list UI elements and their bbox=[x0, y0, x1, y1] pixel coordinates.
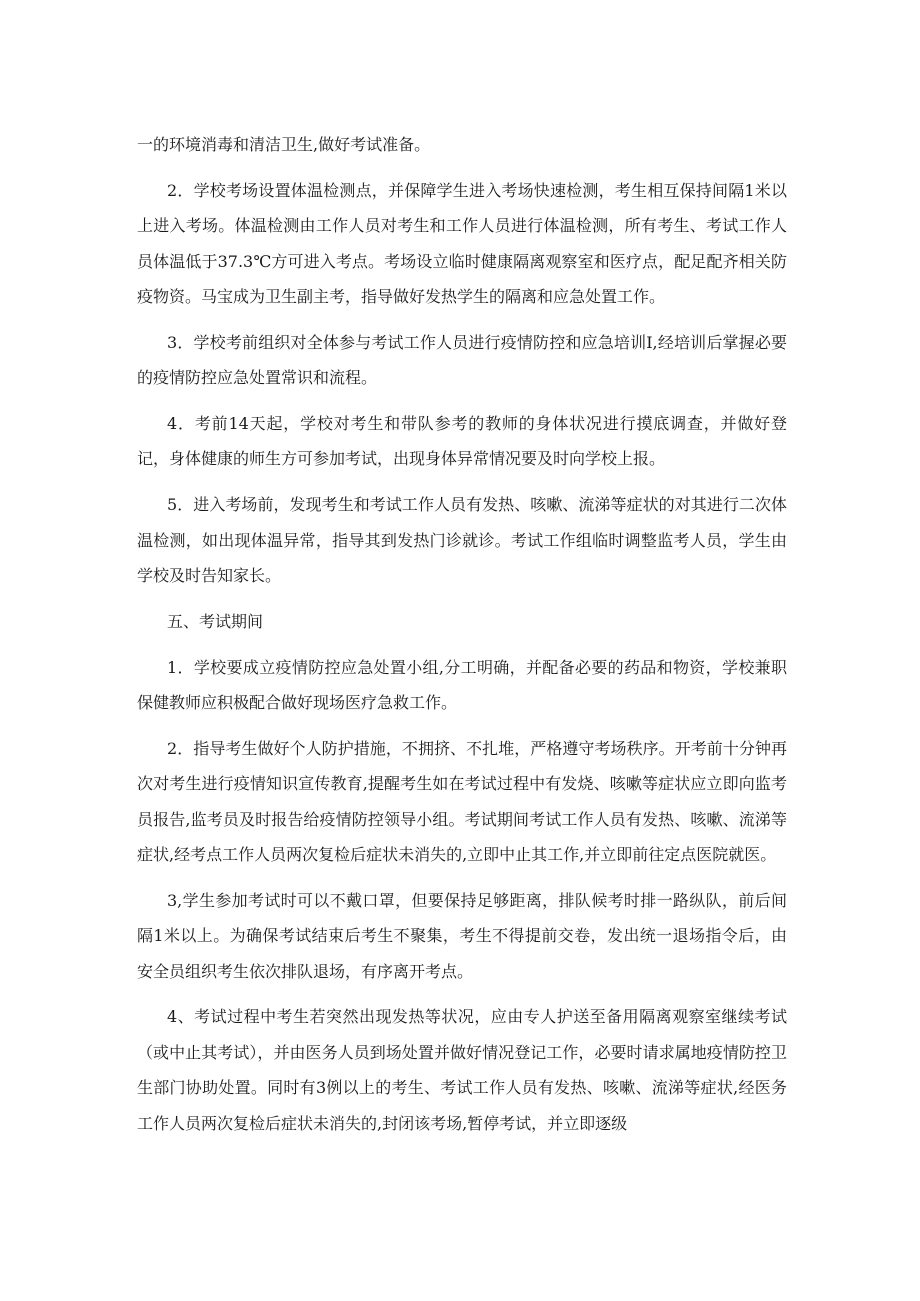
paragraph-item-3-training: 3．学校考前组织对全体参与考试工作人员进行疫情防控和应急培训I,经培训后掌握必要的疫情防控应急处置常识和流程。 bbox=[137, 332, 787, 388]
paragraph-item-2-temperature-check: 2．学校考场设置体温检测点，并保障学生进入考场快速检测，考生相互保持间隔1米以上进入考场。体温检测由工作人员对考生和工作人员进行体温检测，所有考生、考试工作人员体温低于37.3℃方可进入考点。考场设立临时健康隔离观察室和医疗点，配足配齐相关防疫物资。马宝成为卫生副主考，指导做好发热学生的隔离和应急处置工作。 bbox=[137, 180, 787, 307]
paragraph-exam-item-2: 2．指导考生做好个人防护措施，不拥挤、不扎堆，严格遵守考场秩序。开考前十分钟再次对考生进行疫情知识宣传教育,提醒考生如在考试过程中有发烧、咳嗽等症状应立即向监考员报告,监考员及时报告给疫情防控领导小组。考试期间考试工作人员有发热、咳嗽、流涕等症状,经考点工作人员两次复检后症状未消失的,立即中止其工作,并立即前往定点医院就医。 bbox=[137, 738, 787, 865]
paragraph-item-5-pre-entry: 5．进入考场前，发现考生和考试工作人员有发热、咳嗽、流涕等症状的对其进行二次体温检测，如出现体温异常，指导其到发热门诊就诊。考试工作组临时调整监考人员，学生由学校及时告知家长。 bbox=[137, 495, 787, 586]
paragraph-continuation: 一的环境消毒和清洁卫生,做好考试准备。 bbox=[137, 135, 431, 154]
section-heading-during-exam: 五、考试期间 bbox=[167, 611, 264, 631]
paragraph-exam-item-4: 4、考试过程中考生若突然出现发热等状况，应由专人护送至备用隔离观察室继续考试（或中止其考试），并由医务人员到场处置并做好情况登记工作，必要时请求属地疫情防控卫生部门协助处置。同时有3例以上的考生、考试工作人员有发热、咳嗽、流涕等症状,经医务工作人员两次复检后症状未消失的,封闭该考场,暂停考试，并立即逐级 bbox=[137, 1007, 787, 1133]
paragraph-exam-item-3: 3,学生参加考试时可以不戴口罩，但要保持足够距离，排队候考时排一路纵队，前后间隔1米以上。为确保考试结束后考生不聚集，考生不得提前交卷，发出统一退场指令后，由安全员组织考生依次排队退场，有序离开考点。 bbox=[137, 890, 787, 981]
document-body bbox=[137, 127, 787, 1151]
paragraph-exam-item-1: 1．学校要成立疫情防控应急处置小组,分工明确，并配备必要的药品和物资，学校兼职保健教师应积极配合做好现场医疗急救工作。 bbox=[137, 657, 787, 713]
paragraph-item-4-health-survey: 4．考前14天起，学校对考生和带队参考的教师的身体状况进行摸底调查，并做好登记，身体健康的师生方可参加考试，出现身体异常情况要及时向学校上报。 bbox=[137, 414, 787, 469]
